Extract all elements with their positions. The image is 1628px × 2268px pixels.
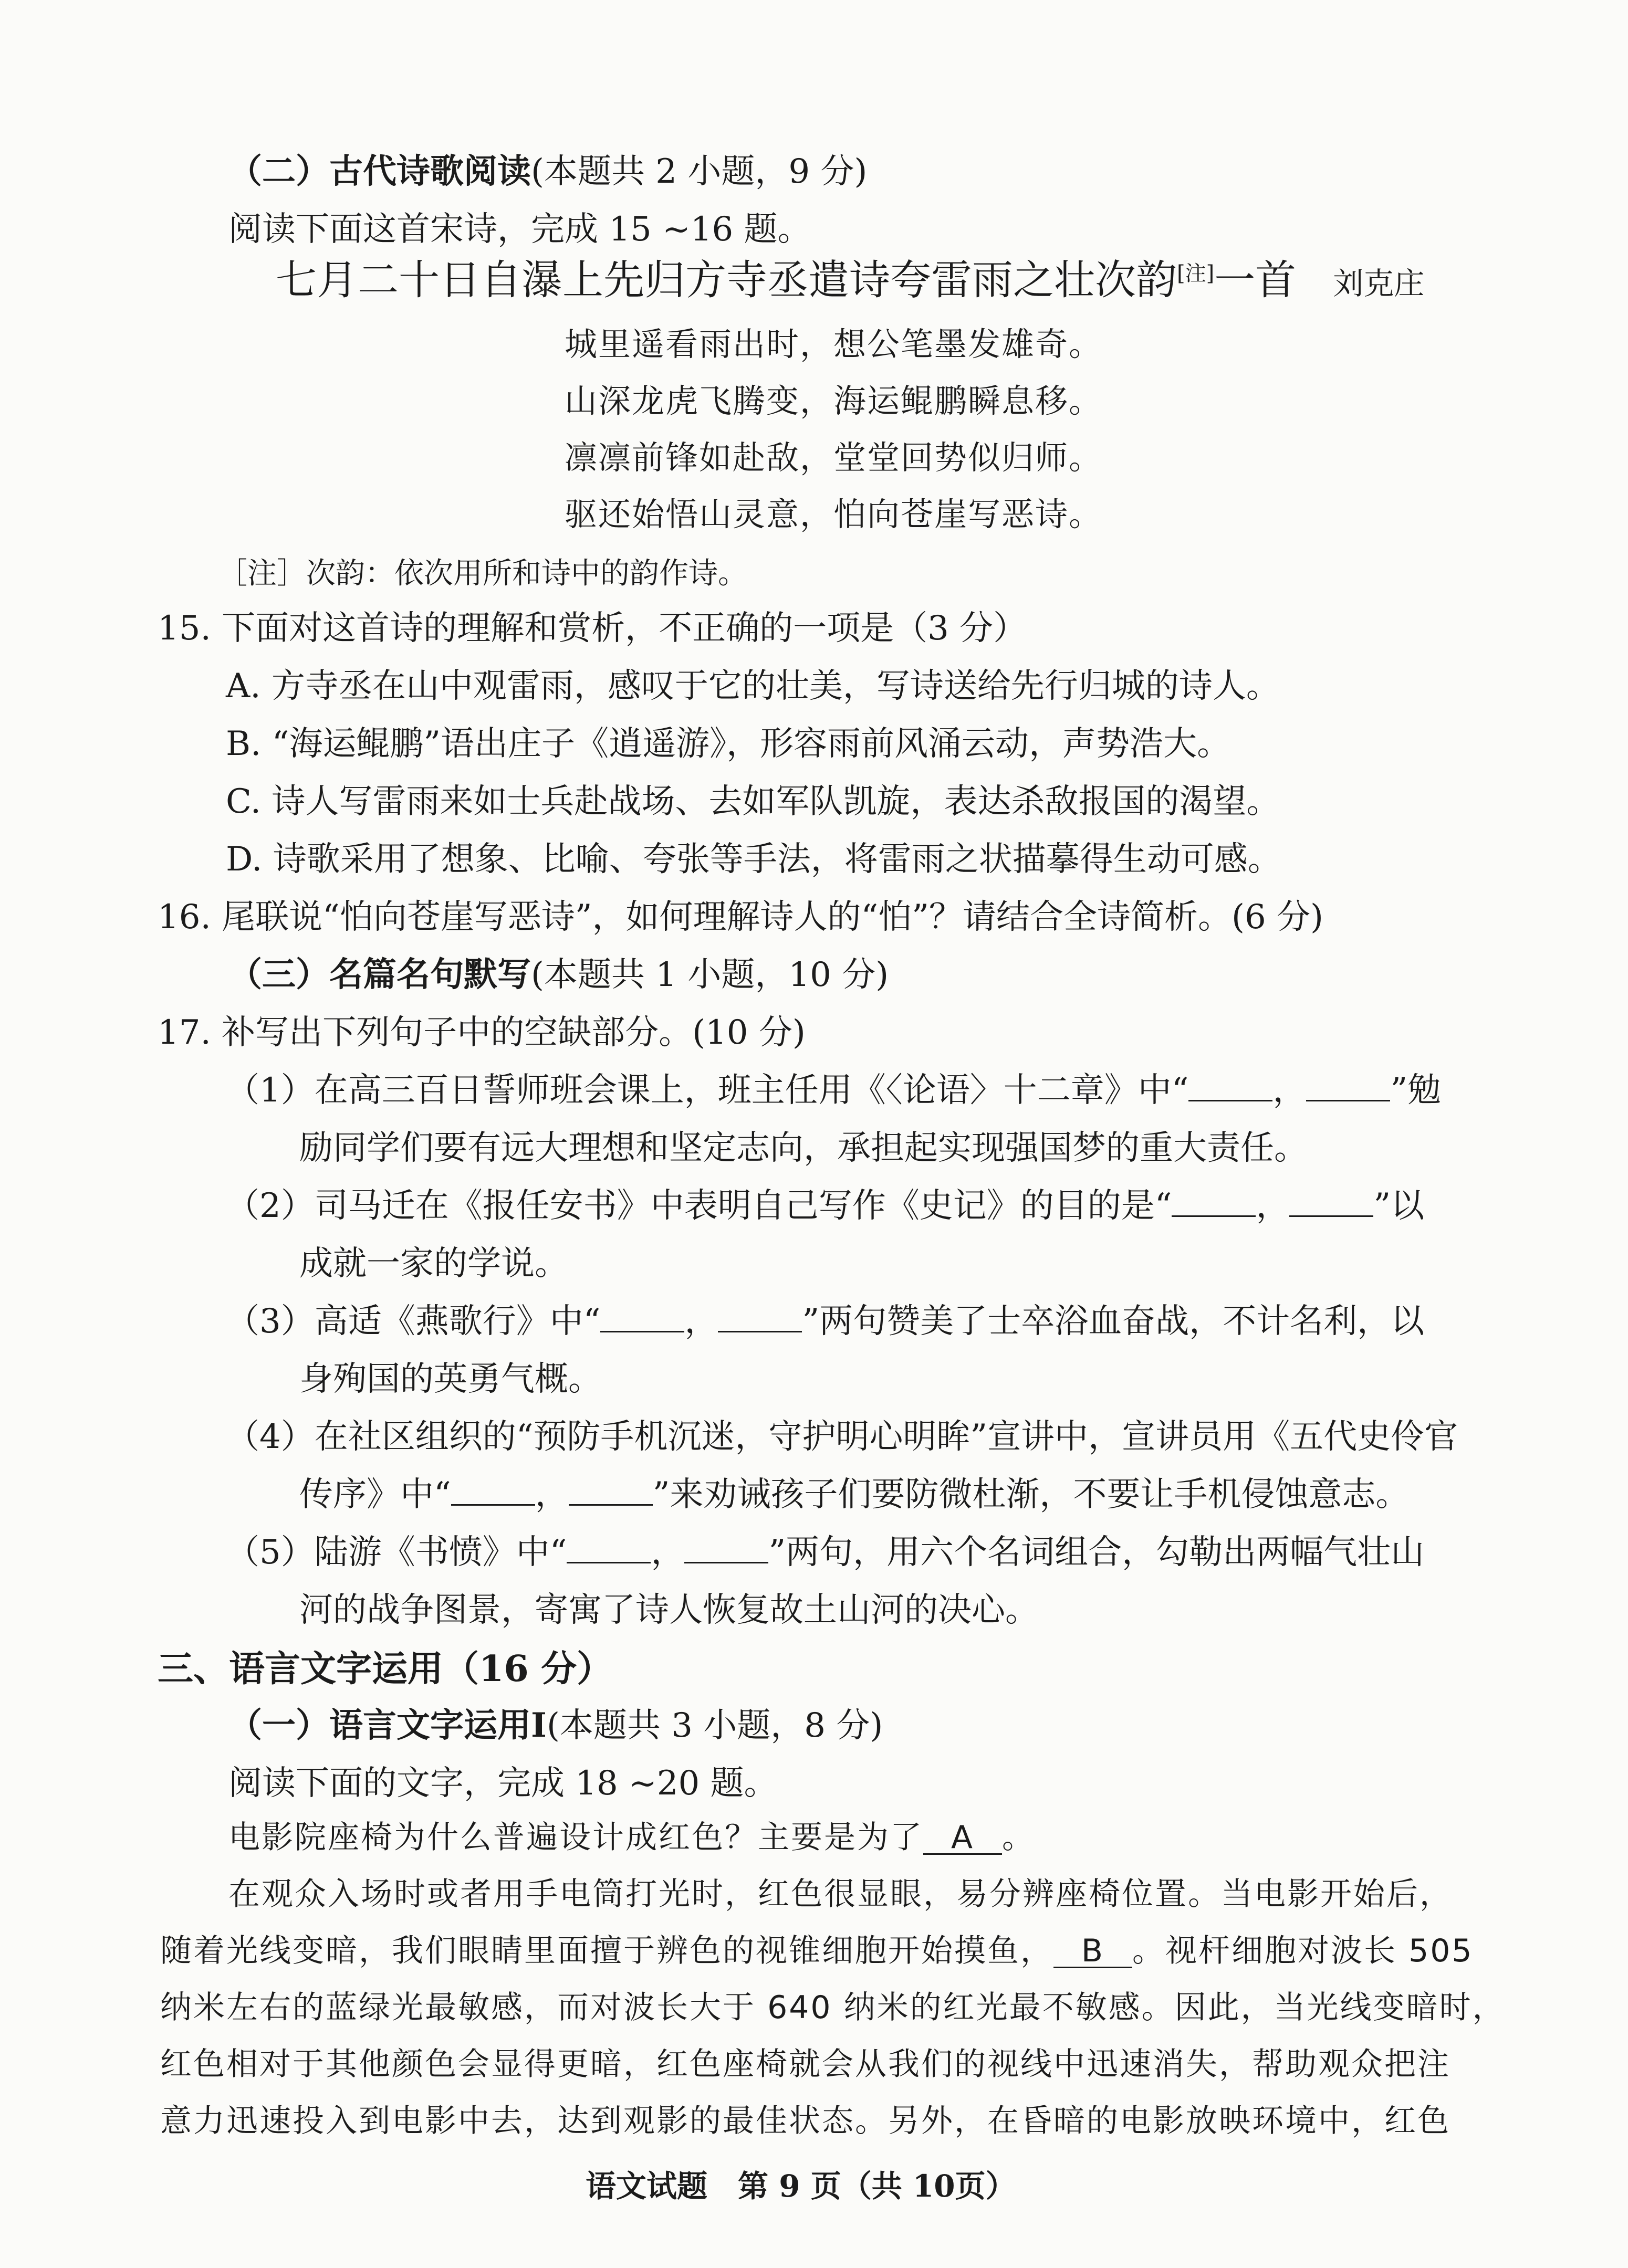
section-heading-bold: （三）名篇名句默写 [228,955,531,994]
answer-blank [718,1305,802,1332]
poem-author: 刘克庄 [1333,266,1425,301]
item-sep: ， [684,1302,718,1341]
item-text: 传序》中“ [299,1475,451,1514]
question-15-option-a: A. 方寺丞在山中观雷雨，感叹于它的壮美，写诗送给先行归城的诗人。 [226,667,1280,706]
item-text: ”来劝诫孩子们要防微杜渐，不要让手机侵蚀意志。 [652,1475,1410,1514]
passage-text: 。视杆细胞对波长 505 [1132,1933,1474,1969]
answer-blank [569,1478,653,1506]
part-heading: 三、语言文字运用（16 分） [158,1648,613,1690]
section-heading [228,152,868,191]
answer-blank [684,1536,768,1563]
item-sep: ， [651,1533,685,1572]
answer-blank [1289,1189,1373,1217]
item-text: ”两句，用六个名词组合，勾勒出两幅气壮山 [768,1533,1425,1572]
question-15-option-d: D. 诗歌采用了想象、比喻、夸张等手法，将雷雨之状描摹得生动可感。 [226,840,1281,879]
poem-title-tail: 一首 [1214,257,1297,304]
poem-note: ［注］次韵：依次用所和诗中的韵作诗。 [218,556,747,591]
blank-a: A [923,1822,1002,1855]
item-text: ”以 [1373,1186,1425,1225]
answer-blank [600,1305,684,1332]
question-17-item-3 [226,1302,1425,1341]
subsection-instruction: 阅读下面的文字，完成 18 ~20 题。 [228,1764,778,1803]
question-15-option-b: B. “海运鲲鹏”语出庄子《逍遥游》，形容雨前风涌云动，声势浩大。 [226,724,1231,763]
subsection-heading-rest: (本题共 3 小题，8 分) [546,1706,883,1745]
passage-line-2: 在观众入场时或者用手电筒打光时，红色很显眼，易分辨座椅位置。当电影开始后， [228,1876,1453,1913]
question-17-stem: 17. 补写出下列句子中的空缺部分。(10 分) [158,1013,806,1052]
item-text: ”两句赞美了士卒浴血奋战，不计名利，以 [802,1302,1425,1341]
answer-blank [1172,1189,1256,1217]
poem-line: 驱还始悟山灵意，怕向苍崖写恶诗。 [565,495,1103,533]
blank-b: B [1053,1935,1132,1968]
item-text: （1）在高三百日誓师班会课上，班主任用《〈论语〉十二章》中“ [226,1071,1189,1110]
item-sep: ， [1272,1071,1307,1110]
poem-title-note-mark: [注] [1177,261,1215,286]
passage-line-1 [228,1819,1035,1856]
subsection-heading-bold: （一）语言文字运用Ⅰ [228,1706,547,1745]
poem-title-line [276,257,1425,304]
answer-blank [451,1478,535,1506]
question-16-stem: 16. 尾联说“怕向苍崖写恶诗”，如何理解诗人的“怕”？请结合全诗简析。(6 分) [158,898,1323,937]
passage-text: 电影院座椅为什么普遍设计成红色？主要是为了 [228,1819,923,1856]
poem-title: 七月二十日自瀑上先归方寺丞遣诗夸雷雨之壮次韵 [276,257,1177,304]
answer-blank [1188,1074,1272,1101]
question-17-item-2 [226,1186,1425,1225]
section-heading-rest: (本题共 2 小题，9 分) [531,152,868,191]
passage-line-4: 纳米左右的蓝绿光最敏感，而对波长大于 640 纳米的红光最不敏感。因此，当光线变暗时， [160,1989,1506,2026]
passage-text: 随着光线变暗，我们眼睛里面擅于辨色的视锥细胞开始摸鱼， [160,1933,1053,1969]
answer-blank [567,1536,651,1563]
question-17-item-4: （4）在社区组织的“预防手机沉迷，守护明心明眸”宣讲中，宣讲员用《五代史伶官 [226,1418,1458,1456]
poem-line: 山深龙虎飞腾变，海运鲲鹏瞬息移。 [565,382,1103,420]
section-instruction: 阅读下面这首宋诗，完成 15 ~16 题。 [228,210,811,249]
item-text: （3）高适《燕歌行》中“ [226,1302,601,1341]
section-heading [228,955,889,994]
poem-line: 城里遥看雨出时，想公笔墨发雄奇。 [565,325,1103,363]
subsection-heading [228,1706,883,1745]
question-17-item-2-cont: 成就一家的学说。 [299,1244,568,1283]
item-text: ”勉 [1390,1071,1442,1110]
item-sep: ， [1256,1186,1290,1225]
passage-line-6: 意力迅速投入到电影中去，达到观影的最佳状态。另外，在昏暗的电影放映环境中，红色 [160,2103,1450,2139]
passage-text: 。 [1002,1819,1035,1856]
question-15-option-c: C. 诗人写雷雨来如士兵赴战场、去如军队凯旋，表达杀敌报国的渴望。 [226,782,1280,821]
poem-line: 凛凛前锋如赴敌，堂堂回势似归师。 [565,438,1103,477]
passage-line-3 [160,1935,1474,1968]
question-17-item-1-cont: 励同学们要有远大理想和坚定志向，承担起实现强国梦的重大责任。 [299,1129,1308,1168]
question-17-item-1 [226,1071,1442,1110]
passage-line-5: 红色相对于其他颜色会显得更暗，红色座椅就会从我们的视线中迅速消失，帮助观众把注 [160,2046,1450,2083]
page-footer: 语文试题 第 9 页（共 10页） [586,2168,1016,2204]
question-15-stem: 15. 下面对这首诗的理解和赏析，不正确的一项是（3 分） [158,609,1027,648]
item-text: （2）司马迁在《报任安书》中表明自己写作《史记》的目的是“ [226,1186,1172,1225]
question-17-item-3-cont: 身殉国的英勇气概。 [299,1360,602,1399]
item-sep: ， [535,1475,569,1514]
section-heading-rest: (本题共 1 小题，10 分) [531,956,889,994]
answer-blank [1306,1074,1390,1101]
question-17-item-5-cont: 河的战争图景，寄寓了诗人恢复故土山河的决心。 [299,1591,1039,1630]
question-17-item-5 [226,1533,1425,1572]
section-heading-bold: （二）古代诗歌阅读 [228,152,531,191]
question-17-item-4-cont [299,1475,1410,1514]
item-text: （5）陆游《书愤》中“ [226,1533,567,1572]
